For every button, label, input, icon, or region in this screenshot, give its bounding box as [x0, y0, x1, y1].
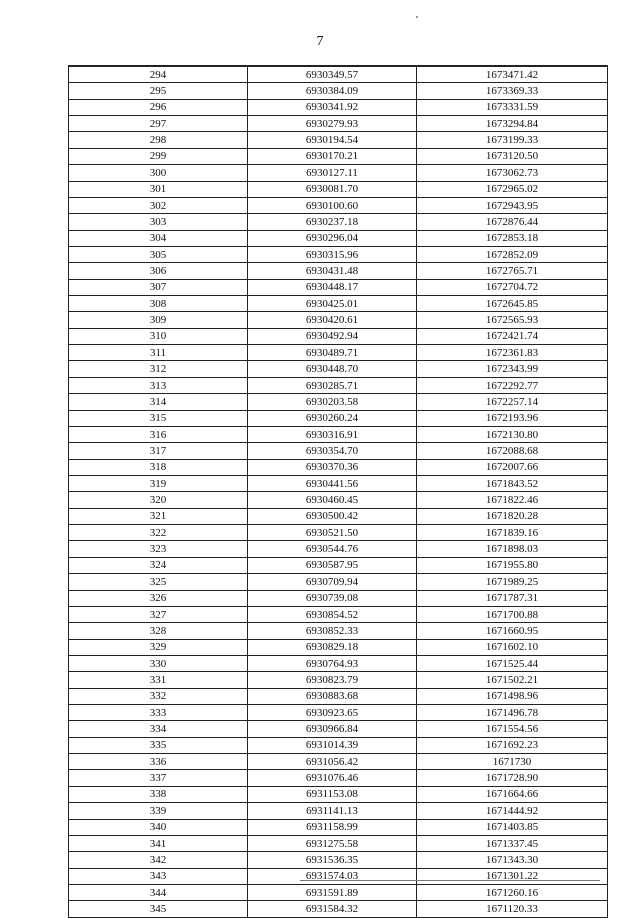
y-coordinate-cell: 1671301.22 [417, 868, 608, 884]
point-number-cell: 328 [69, 623, 248, 639]
point-number-cell: 306 [69, 263, 248, 279]
coordinates-table [68, 65, 608, 918]
y-coordinate-cell: 1671955.80 [417, 557, 608, 573]
table-row [69, 459, 608, 475]
x-coordinate-cell: 6931141.13 [248, 803, 417, 819]
x-coordinate-cell: 6930194.54 [248, 132, 417, 148]
point-number-cell: 300 [69, 165, 248, 181]
y-coordinate-cell: 1672765.71 [417, 263, 608, 279]
x-coordinate-cell: 6931158.99 [248, 819, 417, 835]
table-row [69, 688, 608, 704]
y-coordinate-cell: 1672361.83 [417, 345, 608, 361]
x-coordinate-cell: 6930354.70 [248, 443, 417, 459]
x-coordinate-cell: 6930883.68 [248, 688, 417, 704]
point-number-cell: 331 [69, 672, 248, 688]
point-number-cell: 327 [69, 606, 248, 622]
table-row [69, 721, 608, 737]
x-coordinate-cell: 6930420.61 [248, 312, 417, 328]
x-coordinate-cell: 6930448.17 [248, 279, 417, 295]
table-row [69, 655, 608, 671]
y-coordinate-cell: 1671700.88 [417, 606, 608, 622]
point-number-cell: 338 [69, 786, 248, 802]
y-coordinate-cell: 1671602.10 [417, 639, 608, 655]
table-row [69, 148, 608, 164]
y-coordinate-cell: 1671822.46 [417, 492, 608, 508]
point-number-cell: 324 [69, 557, 248, 573]
table-row [69, 492, 608, 508]
x-coordinate-cell: 6930852.33 [248, 623, 417, 639]
x-coordinate-cell: 6931591.89 [248, 884, 417, 900]
point-number-cell: 311 [69, 345, 248, 361]
x-coordinate-cell: 6930370.36 [248, 459, 417, 475]
y-coordinate-cell: 1671843.52 [417, 475, 608, 491]
x-coordinate-cell: 6930500.42 [248, 508, 417, 524]
point-number-cell: 297 [69, 116, 248, 132]
table-row [69, 345, 608, 361]
point-number-cell: 294 [69, 66, 248, 83]
y-coordinate-cell: 1671120.33 [417, 901, 608, 917]
table-row [69, 214, 608, 230]
x-coordinate-cell: 6930279.93 [248, 116, 417, 132]
table-row [69, 66, 608, 83]
x-coordinate-cell: 6931275.58 [248, 835, 417, 851]
point-number-cell: 307 [69, 279, 248, 295]
y-coordinate-cell: 1671502.21 [417, 672, 608, 688]
table-row [69, 475, 608, 491]
y-coordinate-cell: 1673471.42 [417, 66, 608, 83]
x-coordinate-cell: 6930966.84 [248, 721, 417, 737]
table-row [69, 819, 608, 835]
y-coordinate-cell: 1671343.30 [417, 852, 608, 868]
point-number-cell: 310 [69, 328, 248, 344]
x-coordinate-cell: 6931536.35 [248, 852, 417, 868]
x-coordinate-cell: 6931574.03 [248, 868, 417, 884]
point-number-cell: 299 [69, 148, 248, 164]
table-row [69, 296, 608, 312]
point-number-cell: 325 [69, 574, 248, 590]
table-row [69, 197, 608, 213]
x-coordinate-cell: 6931584.32 [248, 901, 417, 917]
y-coordinate-cell: 1673331.59 [417, 99, 608, 115]
table-row [69, 672, 608, 688]
point-number-cell: 322 [69, 525, 248, 541]
x-coordinate-cell: 6930489.71 [248, 345, 417, 361]
table-row [69, 574, 608, 590]
y-coordinate-cell: 1671989.25 [417, 574, 608, 590]
y-coordinate-cell: 1671498.96 [417, 688, 608, 704]
table-row [69, 116, 608, 132]
x-coordinate-cell: 6931056.42 [248, 754, 417, 770]
x-coordinate-cell: 6930829.18 [248, 639, 417, 655]
y-coordinate-cell: 1672852.09 [417, 246, 608, 262]
table-row [69, 312, 608, 328]
y-coordinate-cell: 1672193.96 [417, 410, 608, 426]
y-coordinate-cell: 1671787.31 [417, 590, 608, 606]
x-coordinate-cell: 6931014.39 [248, 737, 417, 753]
table-row [69, 835, 608, 851]
y-coordinate-cell: 1672565.93 [417, 312, 608, 328]
y-coordinate-cell: 1671898.03 [417, 541, 608, 557]
table-row [69, 246, 608, 262]
x-coordinate-cell: 6930448.70 [248, 361, 417, 377]
point-number-cell: 313 [69, 377, 248, 393]
point-number-cell: 309 [69, 312, 248, 328]
x-coordinate-cell: 6930285.71 [248, 377, 417, 393]
point-number-cell: 320 [69, 492, 248, 508]
x-coordinate-cell: 6930341.92 [248, 99, 417, 115]
y-coordinate-cell: 1672645.85 [417, 296, 608, 312]
x-coordinate-cell: 6930081.70 [248, 181, 417, 197]
y-coordinate-cell: 1672965.02 [417, 181, 608, 197]
x-coordinate-cell: 6930431.48 [248, 263, 417, 279]
table-row [69, 394, 608, 410]
point-number-cell: 334 [69, 721, 248, 737]
table-row [69, 230, 608, 246]
page-number: 7 [316, 34, 324, 49]
x-coordinate-cell: 6930823.79 [248, 672, 417, 688]
x-coordinate-cell: 6930384.09 [248, 83, 417, 99]
y-coordinate-cell: 1672292.77 [417, 377, 608, 393]
x-coordinate-cell: 6930460.45 [248, 492, 417, 508]
table-row [69, 868, 608, 884]
point-number-cell: 343 [69, 868, 248, 884]
y-coordinate-cell: 1672421.74 [417, 328, 608, 344]
point-number-cell: 315 [69, 410, 248, 426]
y-coordinate-cell: 1672343.99 [417, 361, 608, 377]
point-number-cell: 339 [69, 803, 248, 819]
y-coordinate-cell: 1671730 [417, 754, 608, 770]
table-row [69, 377, 608, 393]
table-row [69, 590, 608, 606]
point-number-cell: 312 [69, 361, 248, 377]
x-coordinate-cell: 6930587.95 [248, 557, 417, 573]
y-coordinate-cell: 1671554.56 [417, 721, 608, 737]
x-coordinate-cell: 6930923.65 [248, 705, 417, 721]
x-coordinate-cell: 6930544.76 [248, 541, 417, 557]
table-row [69, 737, 608, 753]
point-number-cell: 329 [69, 639, 248, 655]
table-row [69, 606, 608, 622]
y-coordinate-cell: 1673369.33 [417, 83, 608, 99]
point-number-cell: 323 [69, 541, 248, 557]
table-row [69, 884, 608, 900]
y-coordinate-cell: 1671496.78 [417, 705, 608, 721]
table-row [69, 263, 608, 279]
table-row [69, 83, 608, 99]
point-number-cell: 319 [69, 475, 248, 491]
point-number-cell: 330 [69, 655, 248, 671]
point-number-cell: 333 [69, 705, 248, 721]
y-coordinate-cell: 1673120.50 [417, 148, 608, 164]
footer-rule [300, 880, 600, 881]
y-coordinate-cell: 1671525.44 [417, 655, 608, 671]
table-row [69, 770, 608, 786]
point-number-cell: 317 [69, 443, 248, 459]
table-row [69, 132, 608, 148]
y-coordinate-cell: 1671444.92 [417, 803, 608, 819]
point-number-cell: 303 [69, 214, 248, 230]
y-coordinate-cell: 1673062.73 [417, 165, 608, 181]
point-number-cell: 326 [69, 590, 248, 606]
x-coordinate-cell: 6930521.50 [248, 525, 417, 541]
table-row [69, 426, 608, 442]
x-coordinate-cell: 6930296.04 [248, 230, 417, 246]
table-row [69, 410, 608, 426]
point-number-cell: 335 [69, 737, 248, 753]
coordinates-table-body [69, 66, 608, 917]
y-coordinate-cell: 1672088.68 [417, 443, 608, 459]
table-row [69, 99, 608, 115]
table-row [69, 525, 608, 541]
x-coordinate-cell: 6930349.57 [248, 66, 417, 83]
table-row [69, 754, 608, 770]
x-coordinate-cell: 6930441.56 [248, 475, 417, 491]
y-coordinate-cell: 1672876.44 [417, 214, 608, 230]
point-number-cell: 304 [69, 230, 248, 246]
point-number-cell: 296 [69, 99, 248, 115]
x-coordinate-cell: 6930127.11 [248, 165, 417, 181]
y-coordinate-cell: 1672257.14 [417, 394, 608, 410]
table-row [69, 181, 608, 197]
y-coordinate-cell: 1672007.66 [417, 459, 608, 475]
point-number-cell: 340 [69, 819, 248, 835]
table-row [69, 639, 608, 655]
table-row [69, 361, 608, 377]
x-coordinate-cell: 6930100.60 [248, 197, 417, 213]
x-coordinate-cell: 6930260.24 [248, 410, 417, 426]
point-number-cell: 308 [69, 296, 248, 312]
table-row [69, 165, 608, 181]
scan-mark [416, 16, 418, 18]
x-coordinate-cell: 6930854.52 [248, 606, 417, 622]
y-coordinate-cell: 1671728.90 [417, 770, 608, 786]
table-row [69, 541, 608, 557]
table-row [69, 803, 608, 819]
table-row [69, 901, 608, 917]
table-row [69, 443, 608, 459]
point-number-cell: 342 [69, 852, 248, 868]
point-number-cell: 345 [69, 901, 248, 917]
y-coordinate-cell: 1671403.85 [417, 819, 608, 835]
y-coordinate-cell: 1671260.16 [417, 884, 608, 900]
y-coordinate-cell: 1672704.72 [417, 279, 608, 295]
table-row [69, 328, 608, 344]
x-coordinate-cell: 6930316.91 [248, 426, 417, 442]
x-coordinate-cell: 6930739.08 [248, 590, 417, 606]
y-coordinate-cell: 1672853.18 [417, 230, 608, 246]
point-number-cell: 336 [69, 754, 248, 770]
point-number-cell: 337 [69, 770, 248, 786]
point-number-cell: 314 [69, 394, 248, 410]
x-coordinate-cell: 6931153.08 [248, 786, 417, 802]
y-coordinate-cell: 1673199.33 [417, 132, 608, 148]
table-row [69, 705, 608, 721]
x-coordinate-cell: 6930170.21 [248, 148, 417, 164]
point-number-cell: 321 [69, 508, 248, 524]
table-row [69, 279, 608, 295]
x-coordinate-cell: 6930425.01 [248, 296, 417, 312]
table-row [69, 623, 608, 639]
point-number-cell: 298 [69, 132, 248, 148]
x-coordinate-cell: 6931076.46 [248, 770, 417, 786]
x-coordinate-cell: 6930492.94 [248, 328, 417, 344]
y-coordinate-cell: 1672943.95 [417, 197, 608, 213]
point-number-cell: 295 [69, 83, 248, 99]
x-coordinate-cell: 6930709.94 [248, 574, 417, 590]
table-row [69, 852, 608, 868]
point-number-cell: 316 [69, 426, 248, 442]
point-number-cell: 344 [69, 884, 248, 900]
y-coordinate-cell: 1671337.45 [417, 835, 608, 851]
y-coordinate-cell: 1671839.16 [417, 525, 608, 541]
table-row [69, 786, 608, 802]
point-number-cell: 318 [69, 459, 248, 475]
y-coordinate-cell: 1672130.80 [417, 426, 608, 442]
y-coordinate-cell: 1671820.28 [417, 508, 608, 524]
y-coordinate-cell: 1671692.23 [417, 737, 608, 753]
y-coordinate-cell: 1673294.84 [417, 116, 608, 132]
x-coordinate-cell: 6930315.96 [248, 246, 417, 262]
x-coordinate-cell: 6930203.58 [248, 394, 417, 410]
y-coordinate-cell: 1671660.95 [417, 623, 608, 639]
point-number-cell: 301 [69, 181, 248, 197]
x-coordinate-cell: 6930237.18 [248, 214, 417, 230]
point-number-cell: 302 [69, 197, 248, 213]
x-coordinate-cell: 6930764.93 [248, 655, 417, 671]
table-row [69, 508, 608, 524]
point-number-cell: 332 [69, 688, 248, 704]
y-coordinate-cell: 1671664.66 [417, 786, 608, 802]
point-number-cell: 341 [69, 835, 248, 851]
point-number-cell: 305 [69, 246, 248, 262]
table-row [69, 557, 608, 573]
